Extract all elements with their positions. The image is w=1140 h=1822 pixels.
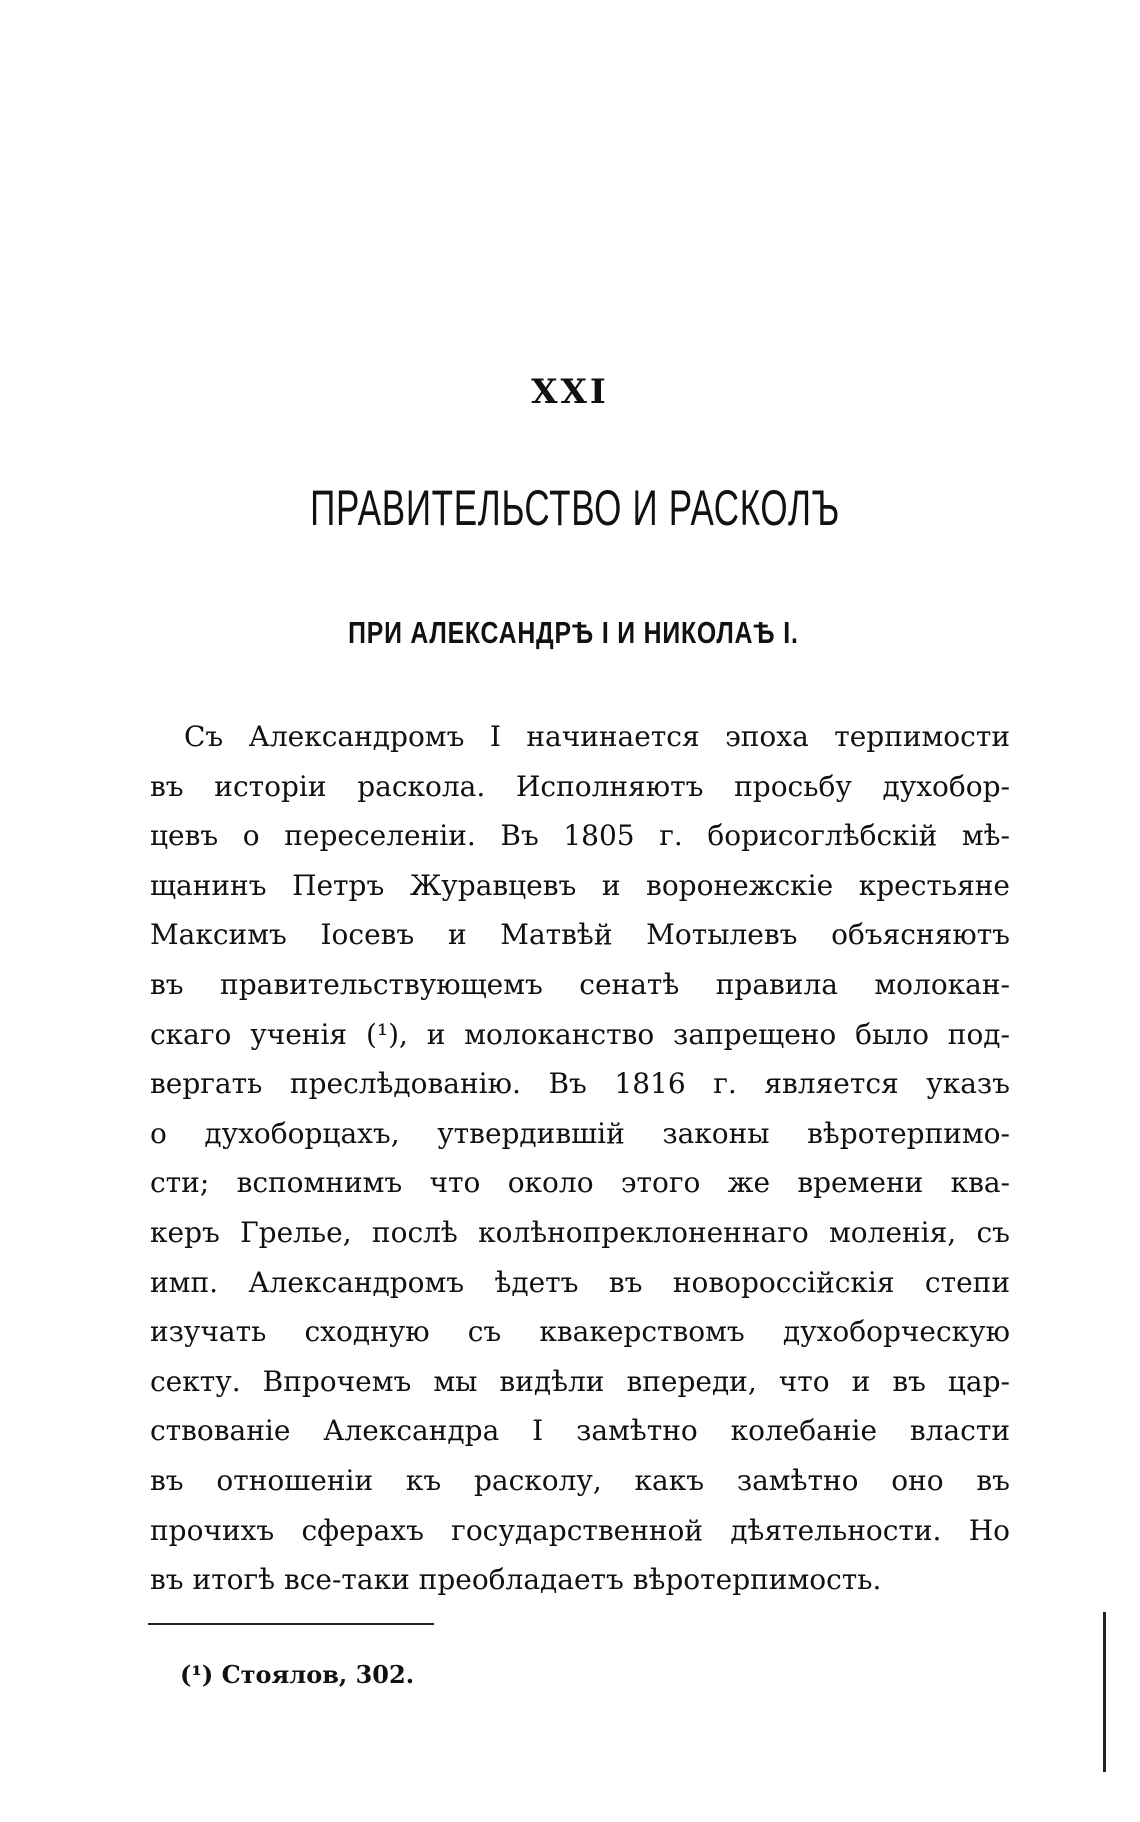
text-line: Съ Александромъ I начинается эпоха терпимости [184, 720, 1010, 753]
footnote-divider [148, 1623, 434, 1625]
text-line: ствованіе Александра I замѣтно колебаніе власти [150, 1414, 1010, 1448]
text-line: керъ Грелье, послѣ колѣнопреклоненнаго моленія, съ [150, 1215, 1010, 1249]
chapter-subtitle: ПРИ АЛЕКСАНДРѢ I И НИКОЛАѢ I. [348, 615, 799, 650]
text-line: Максимъ Іосевъ и Матвѣй Мотылевъ объясняютъ [150, 918, 1010, 952]
footnote: (¹) Стоялов, 302. [180, 1660, 415, 1689]
text-line: прочихъ сферахъ государственной дѣятельности. Но [150, 1513, 1010, 1547]
text-line: щанинъ Петръ Журавцевъ и воронежскіе крестьяне [150, 868, 1010, 902]
text-line: въ итогѣ все-таки преобладаетъ вѣротерпимость. [150, 1563, 882, 1597]
text-line: скаго ученія (¹), и молоканство запрещено было под- [150, 1017, 1010, 1051]
text-line: секту. Впрочемъ мы видѣли впереди, что и въ цар- [150, 1364, 1010, 1398]
text-line: въ отношеніи къ расколу, какъ замѣтно оно въ [150, 1463, 1010, 1497]
body-paragraph [150, 712, 1010, 1605]
text-line: вергать преслѣдованію. Въ 1816 г. является указъ [150, 1067, 1010, 1101]
chapter-number: XXI [531, 372, 609, 412]
text-line: въ правительствующемъ сенатѣ правила молокан- [150, 967, 1010, 1001]
text-line: сти; вспомнимъ что около этого же времени ква- [150, 1166, 1010, 1200]
text-line: изучать сходную съ квакерствомъ духоборческую [150, 1315, 1010, 1349]
text-line: о духоборцахъ, утвердившій законы вѣротерпимо- [150, 1116, 1010, 1150]
text-line: цевъ о переселеніи. Въ 1805 г. борисоглѣбскій мѣ- [150, 819, 1010, 853]
text-line: имп. Александромъ ѣдетъ въ новороссійскія степи [150, 1265, 1010, 1299]
text-line: въ исторіи раскола. Исполняютъ просьбу духобор- [150, 769, 1010, 803]
chapter-title: ПРАВИТЕЛЬСТВО И РАСКОЛЪ [310, 480, 841, 536]
scan-edge-mark [1103, 1612, 1106, 1772]
